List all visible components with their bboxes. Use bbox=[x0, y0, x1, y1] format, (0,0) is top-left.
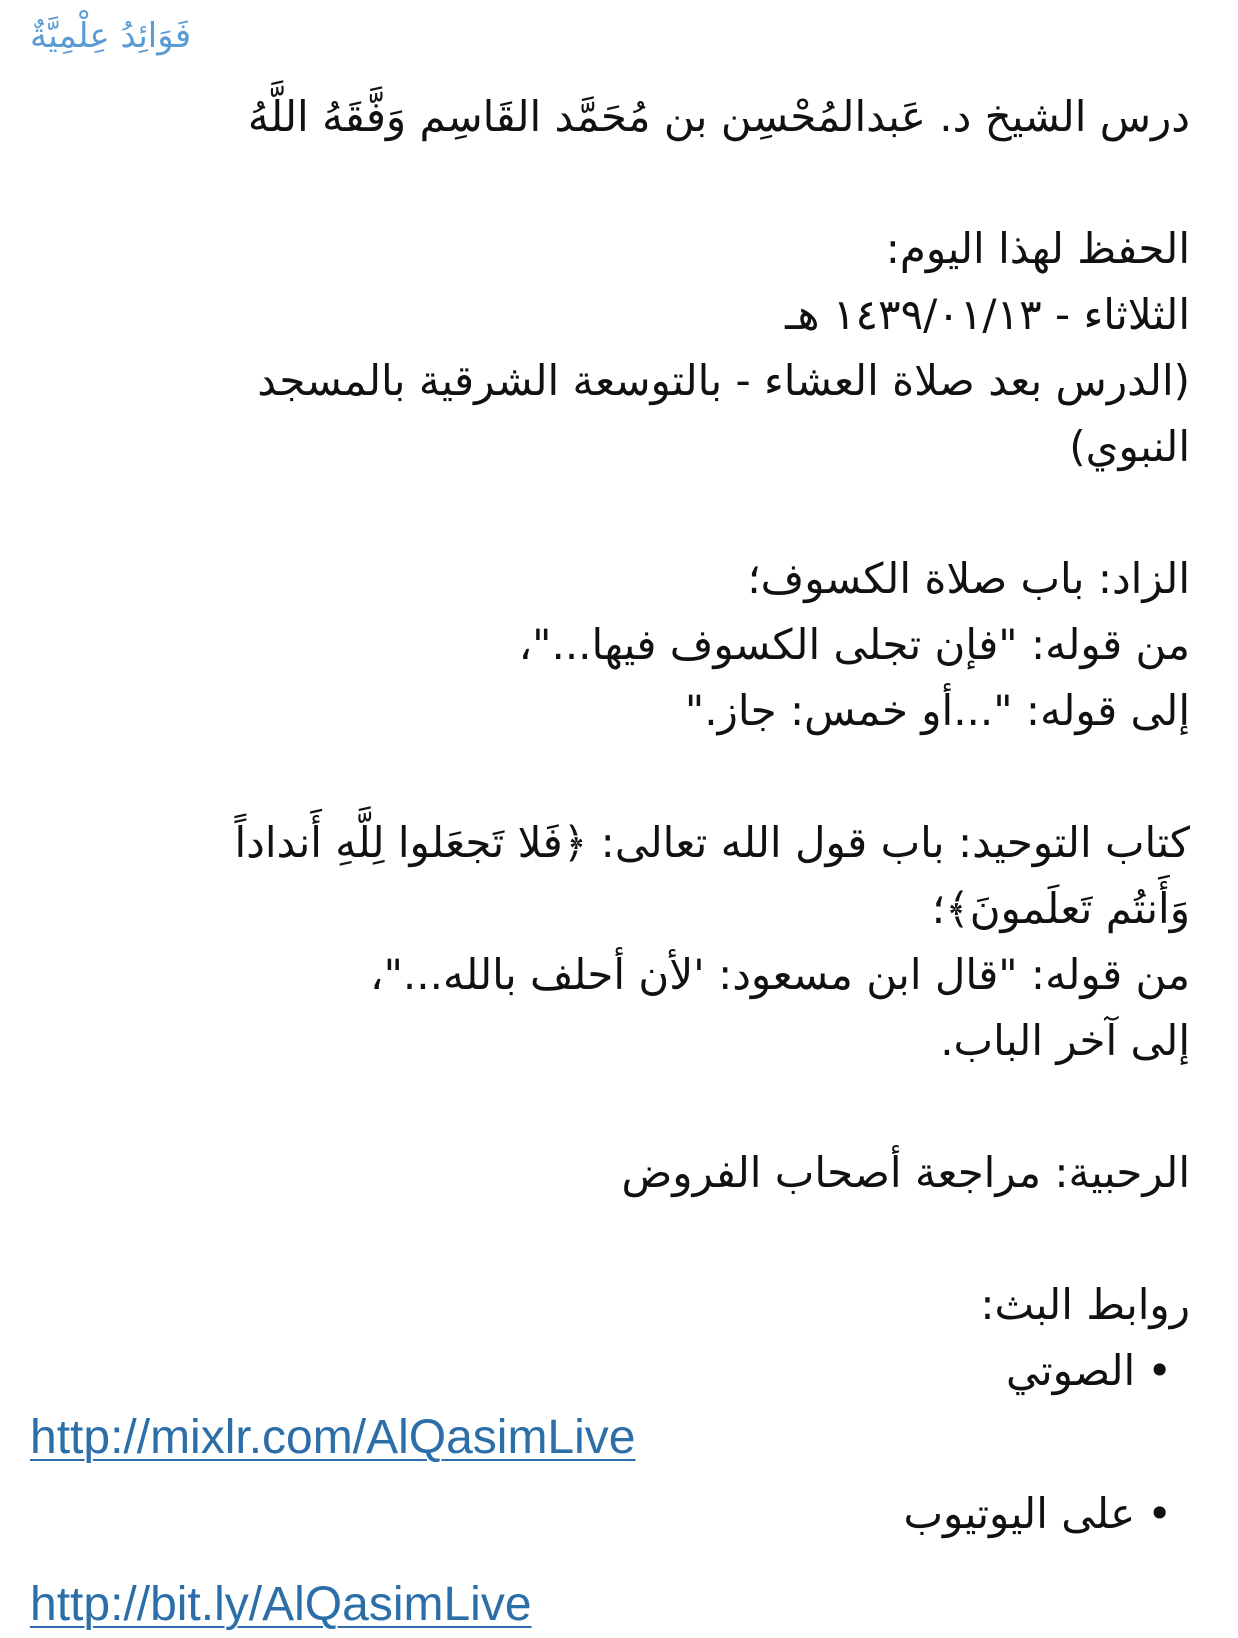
audio-stream-link-row bbox=[30, 1404, 1190, 1471]
spacer bbox=[30, 1206, 1190, 1272]
rahbiyya-line: الرحبية: مراجعة أصحاب الفروض bbox=[621, 1148, 1190, 1197]
channel-name[interactable] bbox=[30, 14, 1190, 58]
memorization-heading: الحفظ لهذا اليوم: bbox=[885, 224, 1190, 273]
spacer bbox=[30, 1074, 1190, 1140]
lesson-date: الثلاثاء - ١٤٣٩/٠١/١٣ هـ bbox=[785, 290, 1190, 339]
bullet-icon: • bbox=[1147, 1489, 1172, 1538]
audio-stream-link[interactable]: http://mixlr.com/AlQasimLive bbox=[30, 1411, 636, 1464]
zad-from: من قوله: "فإن تجلى الكسوف فيها..."، bbox=[518, 620, 1190, 669]
youtube-stream-label: على اليوتيوب bbox=[903, 1489, 1136, 1538]
channel-name-text[interactable]: فَوَائِدُ عِلْمِيَّةٌ bbox=[30, 16, 192, 56]
youtube-stream-item bbox=[30, 1481, 1190, 1547]
spacer bbox=[30, 150, 1190, 216]
tawhid-heading-line-2: وَأَنتُم تَعلَمونَ﴾؛ bbox=[931, 884, 1190, 933]
lesson-title: درس الشيخ د. عَبدالمُحْسِن بن مُحَمَّد القَاسِم وَفَّقَهُ اللَّهُ bbox=[247, 92, 1190, 141]
tawhid-to: إلى آخر الباب. bbox=[940, 1016, 1190, 1065]
zad-to: إلى قوله: "...أو خمس: جاز." bbox=[684, 686, 1190, 735]
bullet-icon: • bbox=[1147, 1346, 1172, 1395]
tawhid-heading-line-1: كتاب التوحيد: باب قول الله تعالى: ﴿فَلا تَجعَلوا لِلَّهِ أَنداداً bbox=[234, 818, 1190, 867]
stream-links-heading: روابط البث: bbox=[980, 1280, 1190, 1329]
zad-heading: الزاد: باب صلاة الكسوف؛ bbox=[747, 554, 1190, 603]
spacer bbox=[30, 480, 1190, 546]
audio-stream-item bbox=[30, 1338, 1190, 1404]
youtube-stream-link[interactable]: http://bit.ly/AlQasimLive bbox=[30, 1578, 532, 1631]
audio-stream-label: الصوتي bbox=[1005, 1346, 1136, 1395]
message-body bbox=[30, 84, 1190, 1338]
spacer bbox=[30, 744, 1190, 810]
lesson-location-line-2: النبوي) bbox=[1069, 422, 1190, 471]
tawhid-from: من قوله: "قال ابن مسعود: 'لأن أحلف بالله..."، bbox=[370, 950, 1190, 999]
youtube-stream-link-row bbox=[30, 1571, 1190, 1638]
lesson-location-line-1: (الدرس بعد صلاة العشاء - بالتوسعة الشرقية بالمسجد bbox=[257, 356, 1190, 405]
